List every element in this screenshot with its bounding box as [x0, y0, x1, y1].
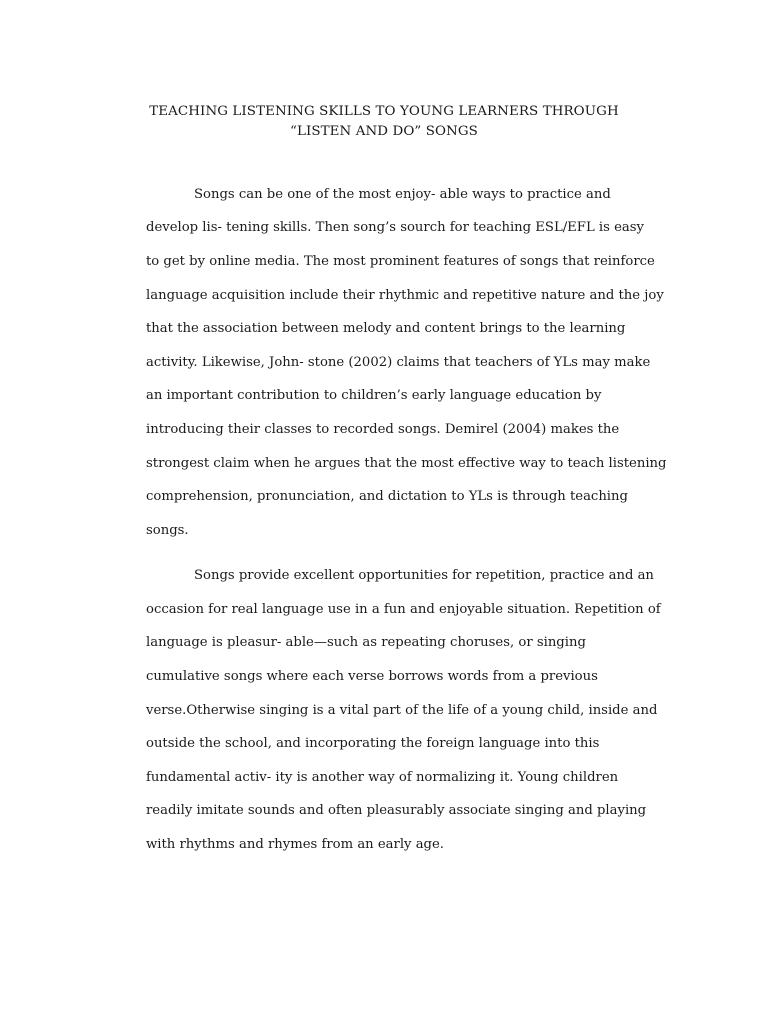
paragraph-line: with rhythms and rhymes from an early age.	[146, 837, 445, 852]
paragraph-line: outside the school, and incorporating the foreign language into this	[146, 736, 600, 751]
paragraph-line: Songs can be one of the most enjoy- able ways to practice and	[194, 187, 611, 202]
paragraph-line: verse.Otherwise singing is a vital part of the life of a young child, inside and	[146, 703, 658, 718]
paragraph-line: develop lis- tening skills. Then song’s sourch for teaching ESL/EFL is easy	[146, 220, 644, 235]
paragraph-line: activity. Likewise, John- stone (2002) claims that teachers of YLs may make	[146, 355, 651, 370]
paragraph-line: fundamental activ- ity is another way of normalizing it. Young children	[146, 770, 619, 785]
document-title-line-1: TEACHING LISTENING SKILLS TO YOUNG LEARNERS THROUGH	[149, 104, 619, 119]
paragraph-line: that the association between melody and content brings to the learning	[146, 321, 626, 336]
paragraph-line: an important contribution to children’s early language education by	[146, 388, 602, 403]
paragraph-line: language is pleasur- able—such as repeating choruses, or singing	[146, 635, 586, 650]
document-title-line-2: “LISTEN AND DO” SONGS	[290, 124, 478, 139]
paragraph-line: strongest claim when he argues that the most effective way to teach listening	[146, 456, 667, 471]
paragraph-line: Songs provide excellent opportunities for repetition, practice and an	[194, 568, 654, 583]
paragraph-line: to get by online media. The most prominent features of songs that reinforce	[146, 254, 655, 269]
paragraph-line: cumulative songs where each verse borrows words from a previous	[146, 669, 598, 684]
paragraph-line: language acquisition include their rhythmic and repetitive nature and the joy	[146, 288, 664, 303]
paragraph-line: comprehension, pronunciation, and dictation to YLs is through teaching	[146, 489, 628, 504]
paragraph-line: introducing their classes to recorded songs. Demirel (2004) makes the	[146, 422, 620, 437]
paragraph-line: occasion for real language use in a fun and enjoyable situation. Repetition of	[146, 602, 661, 617]
paragraph-line: readily imitate sounds and often pleasurably associate singing and playing	[146, 803, 647, 818]
paragraph-line: songs.	[146, 523, 189, 538]
